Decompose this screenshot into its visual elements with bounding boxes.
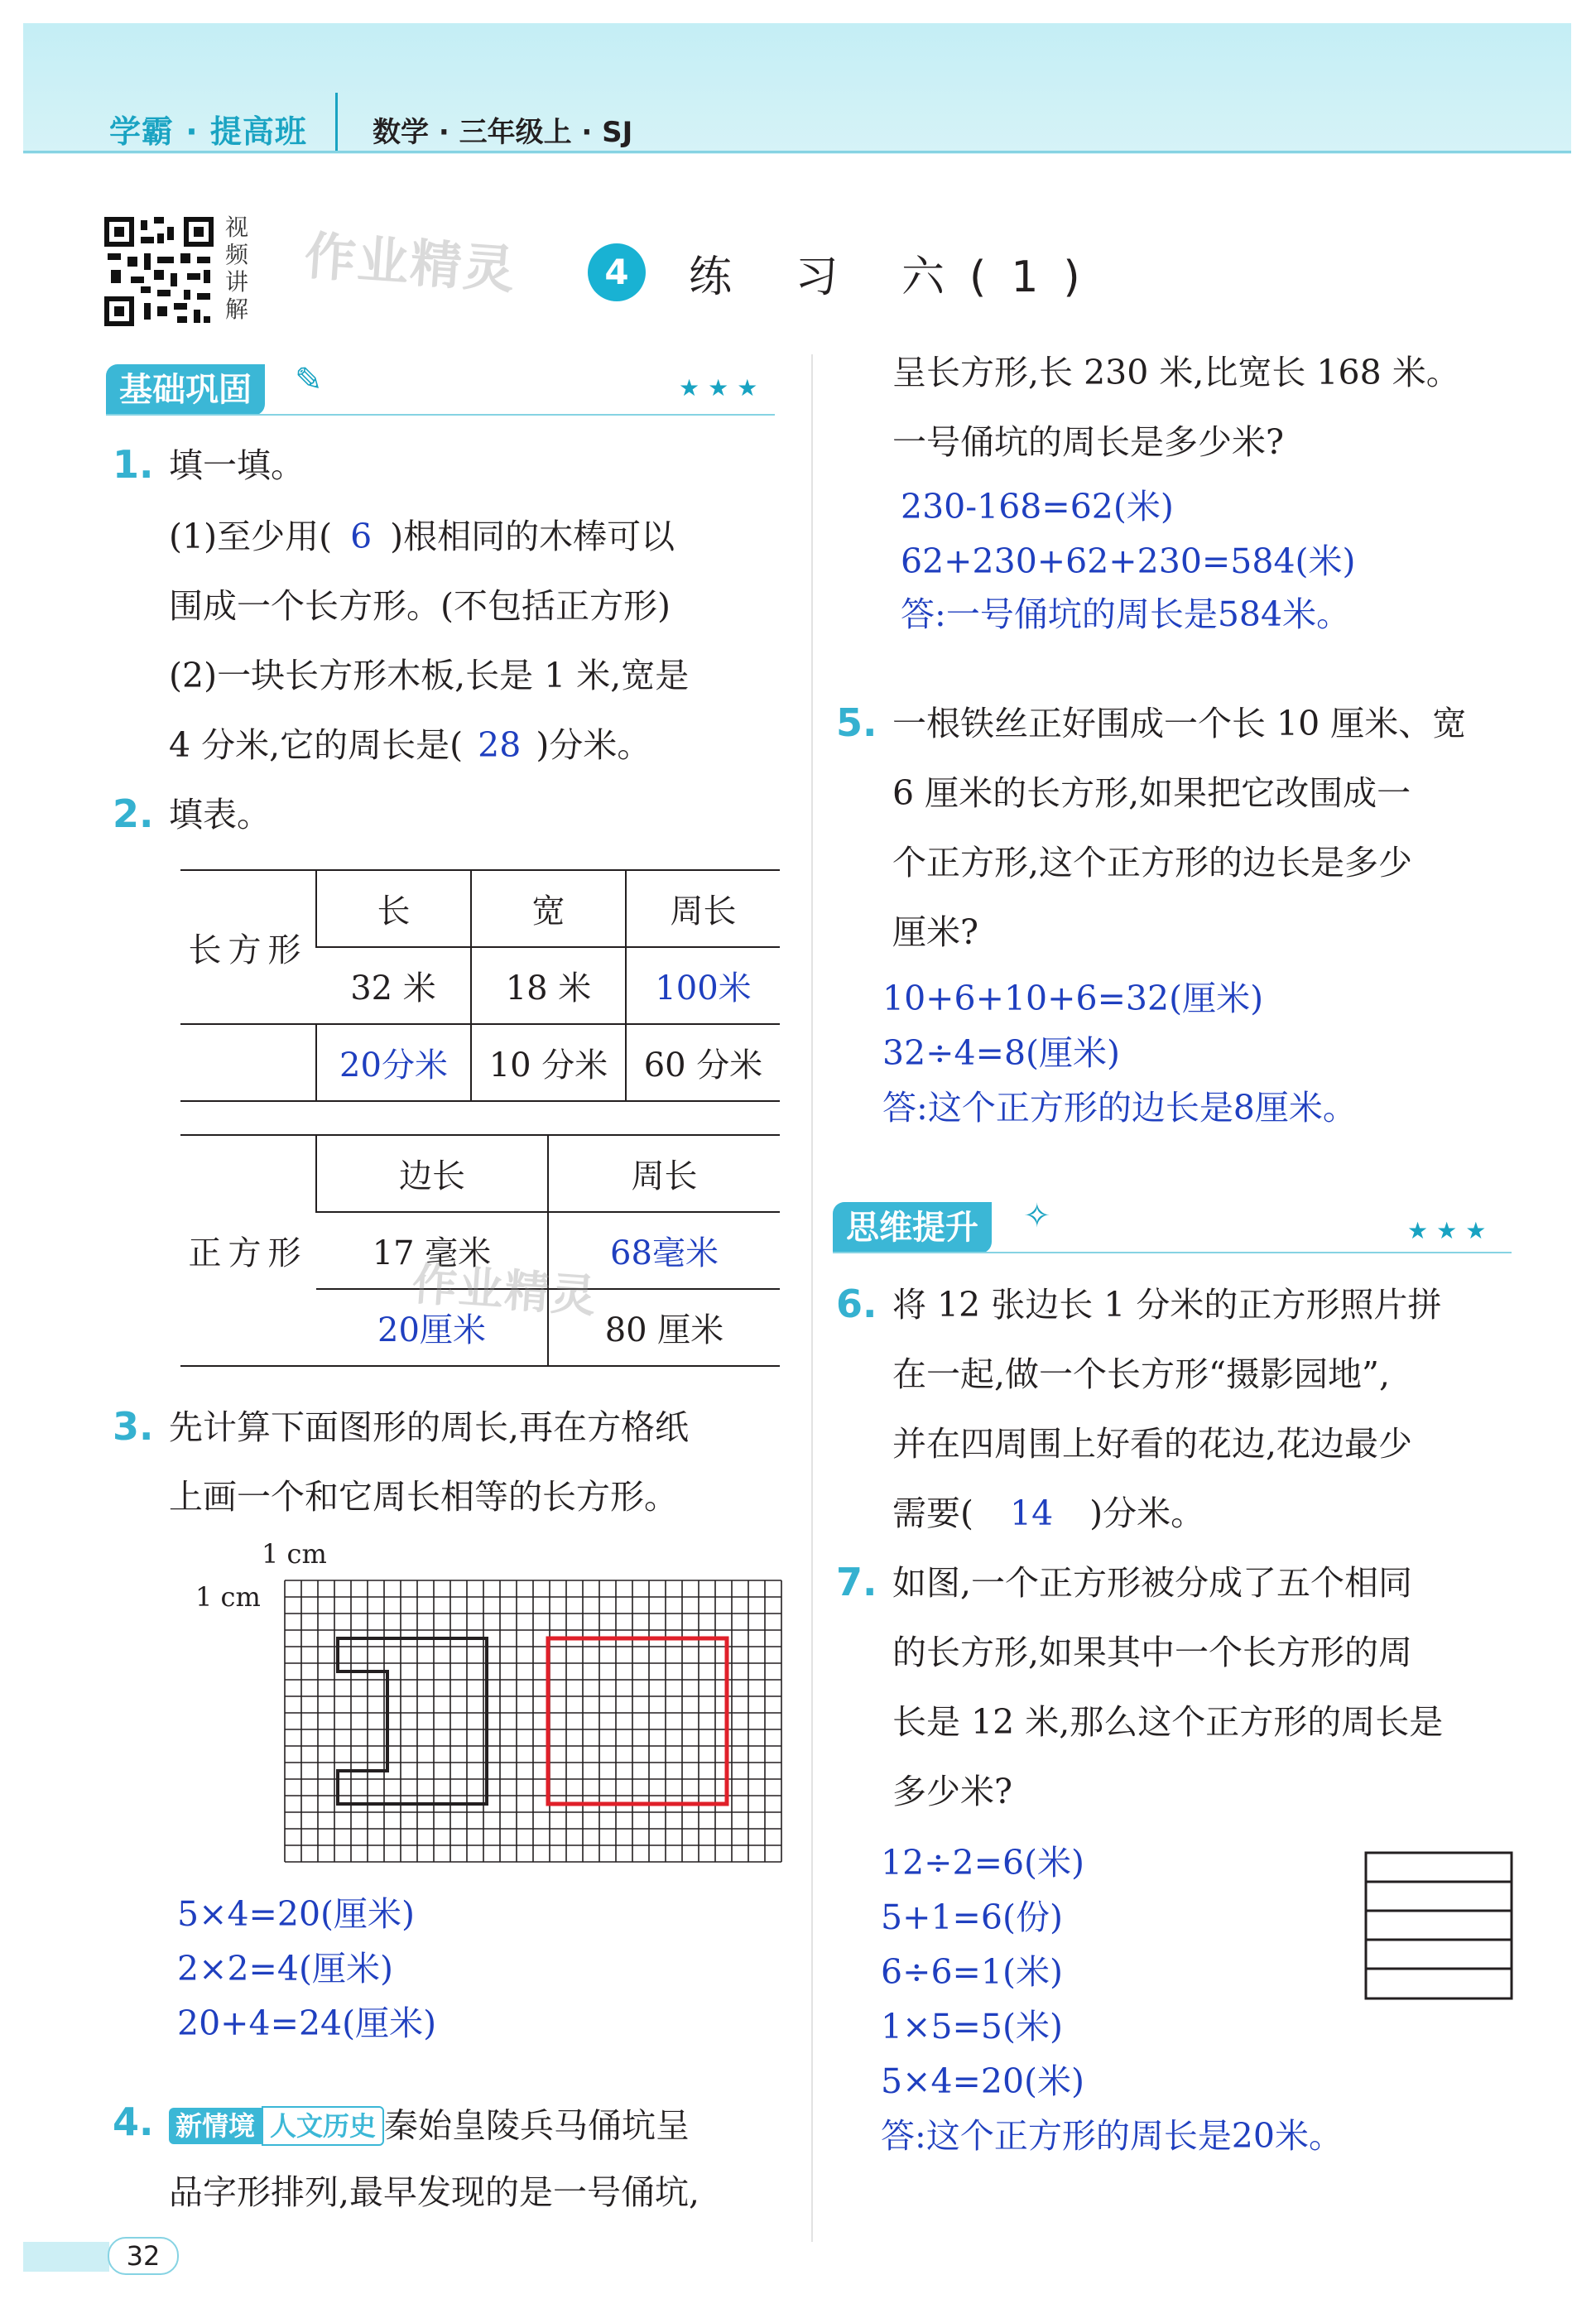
answer-line: 答:一号俑坑的周长是584米。 bbox=[901, 594, 1351, 634]
question-stem bbox=[892, 1489, 1204, 1538]
table-cell-empty bbox=[180, 1024, 316, 1101]
answer-line: 230-168=62(米) bbox=[901, 487, 1174, 527]
qr-code-icon[interactable] bbox=[104, 217, 214, 326]
question-stem: 填一填。 bbox=[169, 445, 305, 485]
answer-line: 1×5=5(米) bbox=[881, 2007, 1063, 2046]
question-number: 5. bbox=[836, 700, 877, 745]
question-stem: 个正方形,这个正方形的边长是多少 bbox=[892, 843, 1413, 883]
square-split-figure bbox=[1364, 1851, 1513, 2000]
table-header: 周长 bbox=[626, 870, 780, 947]
question-number: 7. bbox=[836, 1560, 877, 1604]
pencil-icon: ✎ bbox=[295, 361, 323, 399]
text-part: )分米。 bbox=[1089, 1493, 1205, 1533]
question-number: 1. bbox=[113, 442, 154, 487]
table-cell-answer: 20厘米 bbox=[316, 1289, 548, 1366]
tag-new-context: 新情境 bbox=[169, 2108, 262, 2144]
table-header: 边长 bbox=[316, 1135, 548, 1212]
answer-line: 32÷4=8(厘米) bbox=[882, 1033, 1121, 1073]
text-part: 4 分米,它的周长是( bbox=[169, 725, 464, 765]
question-number: 4. bbox=[113, 2099, 154, 2144]
answer-value: 6 bbox=[350, 517, 373, 556]
question-stem bbox=[169, 2098, 690, 2151]
section-advanced-rule bbox=[833, 1252, 1512, 1253]
answer-line: 5×4=20(厘米) bbox=[177, 1894, 416, 1934]
question-stem: 在一起,做一个长方形“摄影园地”, bbox=[892, 1354, 1390, 1394]
difficulty-stars: ★★★ bbox=[679, 374, 767, 402]
rectangle-table bbox=[180, 869, 780, 1102]
table-cell: 80 厘米 bbox=[548, 1289, 780, 1366]
answer-line: 答:这个正方形的周长是20米。 bbox=[881, 2116, 1343, 2156]
section-advanced-tag: 思维提升 bbox=[833, 1202, 992, 1253]
answer-line: 10+6+10+6=32(厘米) bbox=[882, 979, 1264, 1018]
answer-line: 12÷2=6(米) bbox=[881, 1843, 1085, 1883]
watermark: 作业精灵 bbox=[410, 1258, 599, 1323]
answer-line: 答:这个正方形的边长是8厘米。 bbox=[882, 1088, 1357, 1128]
question-text: (2)一块长方形木板,长是 1 米,宽是 bbox=[169, 656, 690, 695]
table-header: 长 bbox=[316, 870, 471, 947]
table-row-label: 正方形 bbox=[180, 1135, 316, 1366]
lesson-title: 练 习 六(1) bbox=[689, 252, 1105, 302]
answer-value: 28 bbox=[478, 725, 522, 765]
answer-line: 2×2=4(厘米) bbox=[177, 1949, 393, 1989]
question-stem: 多少米? bbox=[892, 1772, 1012, 1811]
watermark: 作业精灵 bbox=[302, 225, 518, 301]
table-cell: 17 毫米 bbox=[316, 1212, 548, 1289]
brand-divider bbox=[335, 93, 338, 151]
table-cell-answer: 20分米 bbox=[316, 1024, 471, 1101]
question-number: 3. bbox=[113, 1404, 154, 1449]
table-cell: 10 分米 bbox=[471, 1024, 626, 1101]
page-number: 32 bbox=[108, 2237, 179, 2275]
table-cell: 32 米 bbox=[316, 947, 471, 1024]
answer-line: 62+230+62+230=584(米) bbox=[901, 541, 1356, 581]
question-text bbox=[169, 720, 651, 770]
text-part: 秦始皇陵兵马俑坑呈 bbox=[384, 2105, 690, 2146]
question-stem: 的长方形,如果其中一个长方形的周 bbox=[892, 1633, 1413, 1672]
question-stem: 先计算下面图形的周长,再在方格纸 bbox=[169, 1407, 690, 1447]
table-header: 宽 bbox=[471, 870, 626, 947]
question-stem: 6 厘米的长方形,如果把它改围成一 bbox=[892, 773, 1411, 813]
difficulty-stars: ★★★ bbox=[1407, 1217, 1495, 1244]
question-stem: 一根铁丝正好围成一个长 10 厘米、宽 bbox=[892, 704, 1467, 743]
unit-label-left: 1 cm bbox=[195, 1581, 261, 1613]
table-header: 周长 bbox=[548, 1135, 780, 1212]
question-stem: 呈长方形,长 230 米,比宽长 168 米。 bbox=[892, 353, 1460, 392]
tag-humanities: 人文历史 bbox=[262, 2106, 384, 2146]
answer-value: 14 bbox=[1010, 1493, 1054, 1533]
question-stem: 长是 12 米,那么这个正方形的周长是 bbox=[892, 1702, 1444, 1742]
question-stem: 填表。 bbox=[169, 795, 271, 834]
table-cell: 60 分米 bbox=[626, 1024, 780, 1101]
question-stem: 上画一个和它周长相等的长方形。 bbox=[169, 1477, 678, 1517]
book-subtitle: 数学 · 三年级上 · SJ bbox=[373, 116, 633, 149]
question-stem: 将 12 张边长 1 分米的正方形照片拼 bbox=[892, 1285, 1442, 1325]
brand-title: 学霸 · 提高班 bbox=[109, 113, 307, 150]
answer-line: 5×4=20(米) bbox=[881, 2061, 1085, 2101]
text-part: )根相同的木棒可以 bbox=[390, 517, 675, 556]
question-number: 2. bbox=[113, 791, 154, 836]
question-stem: 并在四周围上好看的花边,花边最少 bbox=[892, 1424, 1413, 1464]
table-cell-answer: 100米 bbox=[626, 947, 780, 1024]
sparkle-icon: ✧ bbox=[1023, 1197, 1051, 1235]
answer-line: 6÷6=1(米) bbox=[881, 1952, 1063, 1992]
answer-line: 5+1=6(份) bbox=[881, 1897, 1063, 1937]
table-row-label: 长方形 bbox=[180, 870, 316, 1024]
question-text bbox=[169, 512, 675, 561]
question-stem: 一号俑坑的周长是多少米? bbox=[892, 422, 1284, 462]
text-part: 需要( bbox=[892, 1493, 973, 1533]
answer-line: 20+4=24(厘米) bbox=[177, 2003, 437, 2043]
column-divider bbox=[811, 354, 813, 2242]
question-stem: 如图,一个正方形被分成了五个相同 bbox=[892, 1563, 1413, 1603]
table-cell: 18 米 bbox=[471, 947, 626, 1024]
grid-paper bbox=[278, 1579, 788, 1868]
question-number: 6. bbox=[836, 1282, 877, 1326]
text-part: (1)至少用( bbox=[169, 517, 333, 556]
square-table bbox=[180, 1134, 780, 1367]
question-stem: 厘米? bbox=[892, 912, 978, 952]
question-text: 围成一个长方形。(不包括正方形) bbox=[169, 586, 671, 626]
section-basic-tag: 基础巩固 bbox=[106, 364, 265, 416]
unit-label-top: 1 cm bbox=[262, 1538, 327, 1570]
lesson-number-badge: 4 bbox=[588, 243, 646, 301]
footer-band bbox=[23, 2242, 109, 2272]
question-stem: 品字形排列,最早发现的是一号俑坑, bbox=[169, 2172, 700, 2212]
qr-video-label: 视频讲解 bbox=[225, 214, 249, 323]
section-basic-rule bbox=[106, 414, 775, 416]
text-part: )分米。 bbox=[536, 725, 651, 765]
table-cell-answer: 68毫米 bbox=[548, 1212, 780, 1289]
